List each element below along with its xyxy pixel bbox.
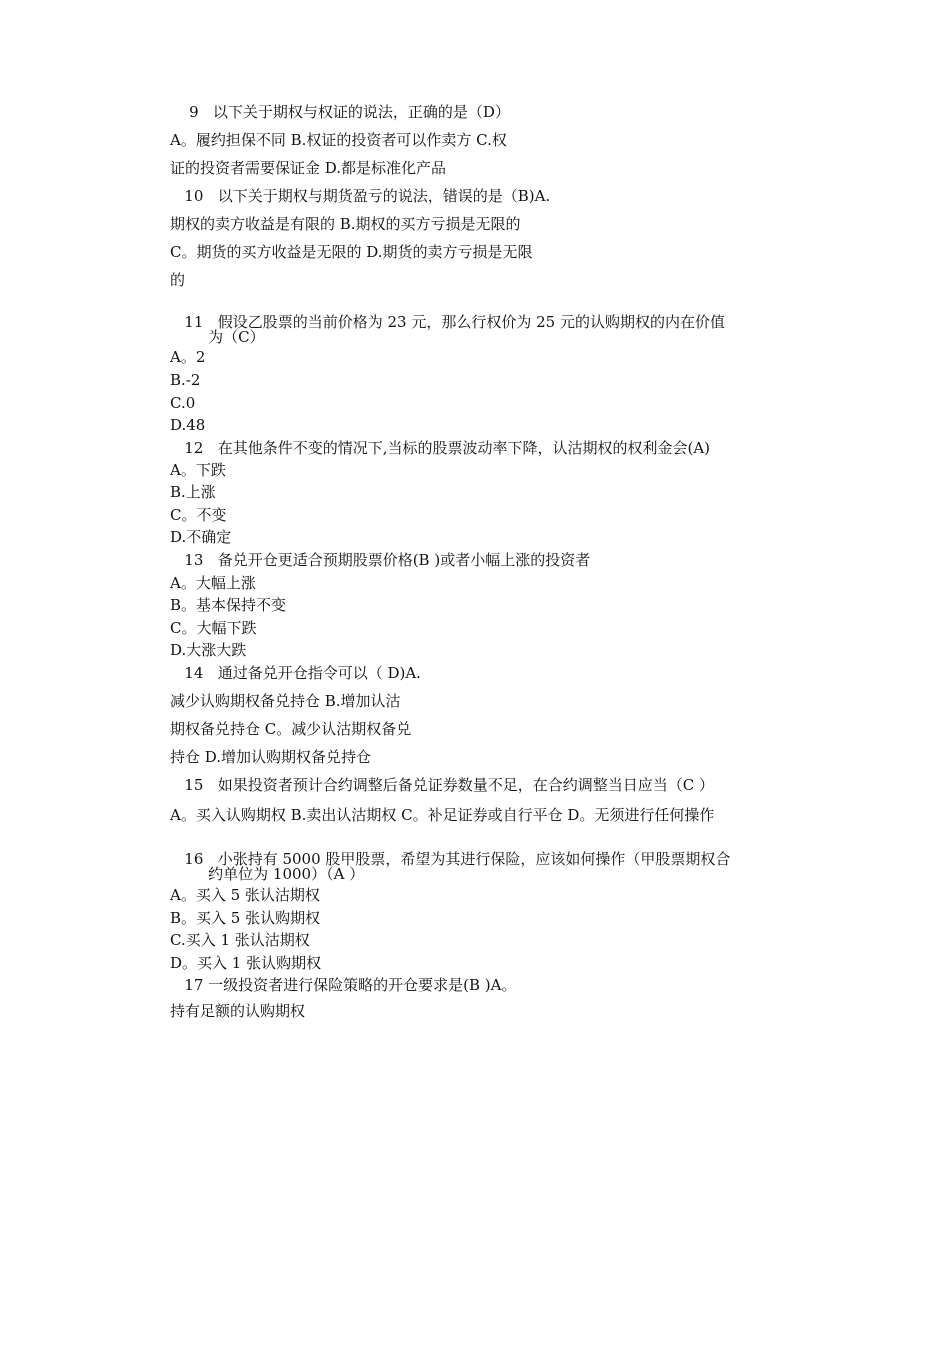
question-14-options-line-2: 期权备兑持仓 C。减少认沽期权备兑 (170, 720, 412, 738)
question-16-stem-continued: 约单位为 1000）（A ） (170, 865, 365, 883)
question-11-option-c: C.0 (170, 394, 196, 412)
question-11-stem: 11 假设乙股票的当前价格为 23 元，那么行权价为 25 元的认购期权的内在价值 (170, 313, 725, 331)
question-10-options-line-3: 的 (170, 271, 186, 289)
question-10-stem: 10 以下关于期权与期货盈亏的说法，错误的是（B)A. (170, 187, 551, 205)
question-12-stem: 12 在其他条件不变的情况下,当标的股票波动率下降，认沽期权的权利金会(A) (170, 439, 711, 457)
question-13-option-d: D.大涨大跌 (170, 641, 247, 659)
question-14-options-line-3: 持仓 D.增加认购期权备兑持仓 (170, 748, 372, 766)
question-12-option-d: D.不确定 (170, 528, 232, 546)
question-10-options-line-1: 期权的卖方收益是有限的 B.期权的买方亏损是无限的 (170, 215, 521, 233)
question-14-options-line-1: 减少认购期权备兑持仓 B.增加认沽 (170, 692, 401, 710)
question-11-option-b: B.-2 (170, 371, 201, 389)
question-13-option-c: C。大幅下跌 (170, 619, 257, 637)
question-11-stem-continued: 为（C） (170, 328, 265, 346)
question-13-stem: 13 备兑开仓更适合预期股票价格(B )或者小幅上涨的投资者 (170, 551, 591, 569)
question-16-option-b: B。买入 5 张认购期权 (170, 909, 321, 927)
question-16-option-a: A。买入 5 张认沽期权 (170, 886, 320, 904)
question-12-option-c: C。不变 (170, 506, 227, 524)
question-14-stem: 14 通过备兑开仓指令可以（ D)A. (170, 664, 421, 682)
question-16-option-c: C.买入 1 张认沽期权 (170, 931, 310, 949)
question-9-stem: 9 以下关于期权与权证的说法，正确的是（D） (170, 103, 510, 121)
question-16-option-d: D。买入 1 张认购期权 (170, 954, 322, 972)
question-9-options-line-1: A。履约担保不同 B.权证的投资者可以作卖方 C.权 (170, 131, 507, 149)
question-15-stem: 15 如果投资者预计合约调整后备兑证券数量不足，在合约调整当日应当（C ） (170, 776, 714, 794)
question-13-option-a: A。大幅上涨 (170, 574, 256, 592)
question-12-option-b: B.上涨 (170, 483, 216, 501)
question-12-option-a: A。下跌 (170, 461, 226, 479)
question-11-option-d: D.48 (170, 416, 206, 434)
question-17-stem: 17 一级投资者进行保险策略的开仓要求是(B )A。 (170, 976, 517, 994)
question-10-options-line-2: C。期货的买方收益是无限的 D.期货的卖方亏损是无限 (170, 243, 533, 261)
question-11-option-a: A。2 (170, 348, 206, 366)
question-17-options-line-1: 持有足额的认购期权 (170, 1002, 306, 1020)
question-16-stem: 16 小张持有 5000 股甲股票，希望为其进行保险，应该如何操作（甲股票期权合 (170, 850, 731, 868)
question-13-option-b: B。基本保持不变 (170, 596, 287, 614)
question-9-options-line-2: 证的投资者需要保证金 D.都是标准化产品 (170, 159, 447, 177)
question-15-options-line-1: A。买入认购期权 B.卖出认沽期权 C。补足证券或自行平仓 D。无须进行任何操作 (170, 806, 715, 824)
